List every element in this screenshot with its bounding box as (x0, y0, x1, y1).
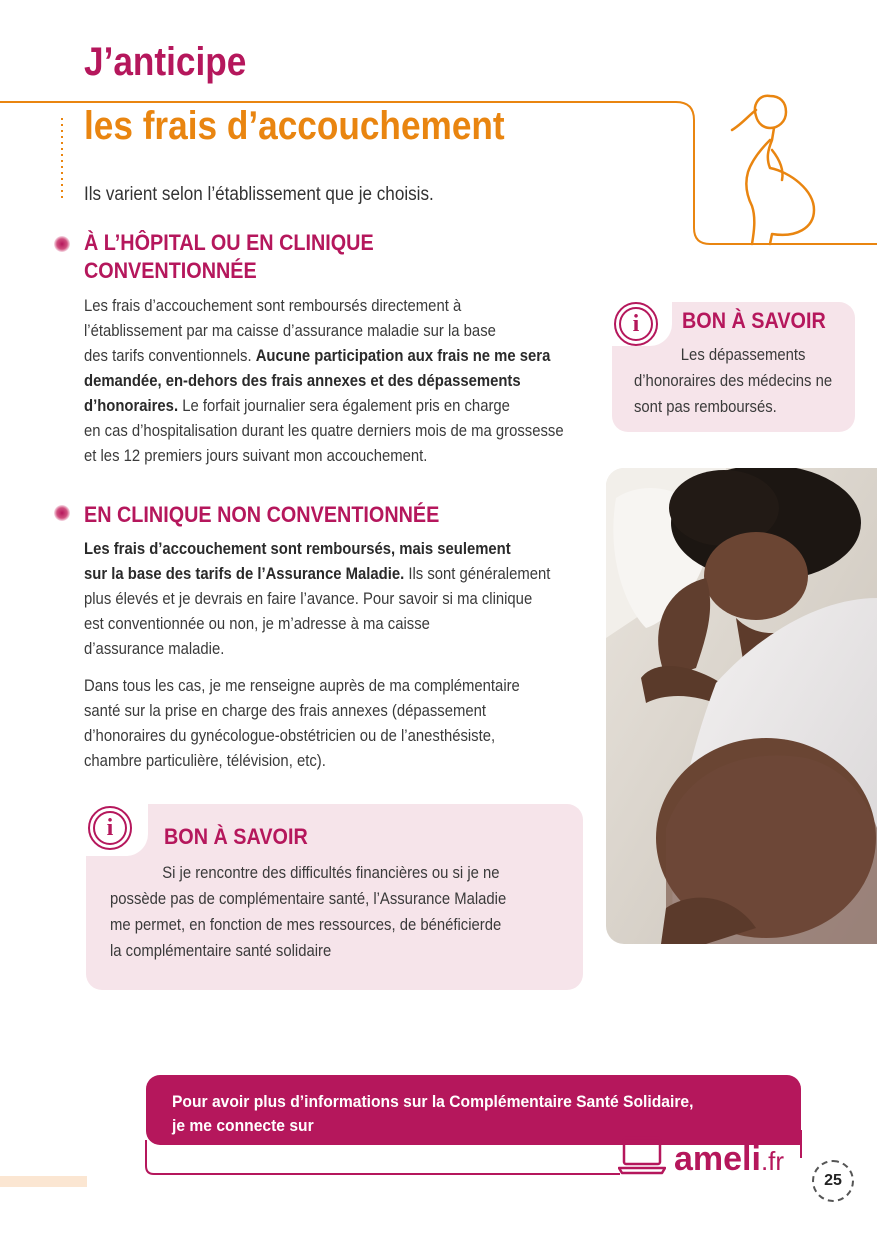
info-box-bottom-title: BON À SAVOIR (164, 824, 308, 849)
section1-bold-text: Aucune participation aux frais ne me sera (255, 347, 551, 365)
info-box-line: Les dépassements (680, 346, 806, 364)
section1-line: et les 12 premiers jours suivant mon accouchement. (84, 447, 428, 465)
info-box-line: d’honoraires des médecins ne (634, 372, 833, 390)
page-title-line2: les frais d’accouchement (84, 104, 505, 148)
page-title-line1: J’anticipe (84, 40, 247, 84)
section1-line (84, 344, 564, 369)
section2-line (84, 562, 550, 587)
pregnant-woman-icon (732, 96, 814, 244)
info-box-top-title: BON À SAVOIR (682, 308, 826, 333)
info-box-line: sont pas remboursés. (634, 398, 777, 416)
section2-bold-text: sur la base des tarifs de l’Assurance Maladie. (84, 565, 405, 583)
section2-text: Ils sont généralement (404, 565, 551, 583)
section2-paragraph (84, 537, 550, 662)
laptop-icon (618, 1135, 666, 1175)
section1-line: l’établissement par ma caisse d’assurance maladie sur la base (84, 322, 496, 340)
section2-line: est conventionnée ou non, je m’adresse à ma caisse (84, 615, 430, 633)
pregnant-woman-photo (606, 468, 877, 944)
ameli-logo-name: ameli (674, 1140, 761, 1178)
section2-line: Dans tous les cas, je me renseigne auprès de ma complémentaire (84, 677, 520, 695)
info-box-line: possède pas de complémentaire santé, l’Assurance Maladie (110, 890, 507, 908)
cta-text (172, 1090, 693, 1138)
info-icon: i (614, 302, 658, 346)
section1-text: Le forfait journalier sera également pris en charge (178, 397, 510, 415)
cta-line: Pour avoir plus d’informations sur la Complémentaire Santé Solidaire, (172, 1092, 694, 1111)
pregnant-woman-photo-illustration (606, 468, 877, 944)
intro-text: Ils varient selon l’établissement que je choisis. (84, 184, 434, 205)
section1-bold-text: demandée, en-dehors des frais annexes et des dépassements (84, 372, 521, 390)
section1-paragraph (84, 294, 564, 469)
section1-heading (84, 229, 374, 285)
ameli-logo[interactable] (674, 1140, 784, 1179)
cta-line: je me connecte sur (172, 1116, 314, 1135)
section1-line: Les frais d’accouchement sont remboursés directement à (84, 297, 462, 315)
info-icon: i (88, 806, 132, 850)
section-bullet-dot (54, 236, 70, 252)
section-bullet-dot (54, 505, 70, 521)
section1-heading-line2: CONVENTIONNÉE (84, 258, 257, 283)
section2-line: santé sur la prise en charge des frais annexes (dépassement (84, 702, 487, 720)
section1-bold-text: d’honoraires. (84, 397, 179, 415)
info-box-top-text (634, 342, 832, 420)
section2-paragraph-2 (84, 674, 520, 774)
page-number: 25 (812, 1160, 854, 1202)
info-box-line: la complémentaire santé solidaire (110, 942, 332, 960)
info-box-line: me permet, en fonction de mes ressources, de bénéficierde (110, 916, 502, 934)
section1-line: en cas d’hospitalisation durant les quatre derniers mois de ma grossesse (84, 422, 564, 440)
ameli-logo-suffix: .fr (760, 1146, 785, 1176)
section1-heading-line1: À L’HÔPITAL OU EN CLINIQUE (84, 230, 374, 255)
footer-peach-bar (0, 1176, 87, 1187)
section2-line: plus élevés et je devrais en faire l’avance. Pour savoir si ma clinique (84, 590, 533, 608)
info-box-bottom-text (110, 860, 506, 964)
section2-bold-text: Les frais d’accouchement sont remboursés, mais seulement (84, 540, 511, 558)
section1-line (84, 394, 564, 419)
section2-heading: EN CLINIQUE NON CONVENTIONNÉE (84, 502, 440, 527)
info-box-line: Si je rencontre des difficultés financières ou si je ne (162, 864, 500, 882)
section2-line: d’honoraires du gynécologue-obstétricien ou de l’anesthésiste, (84, 727, 496, 745)
section2-line: chambre particulière, télévision, etc). (84, 752, 326, 770)
section1-text: des tarifs conventionnels. (84, 347, 256, 365)
section1-line (84, 369, 564, 394)
section2-line: d’assurance maladie. (84, 640, 225, 658)
section2-line (84, 537, 550, 562)
